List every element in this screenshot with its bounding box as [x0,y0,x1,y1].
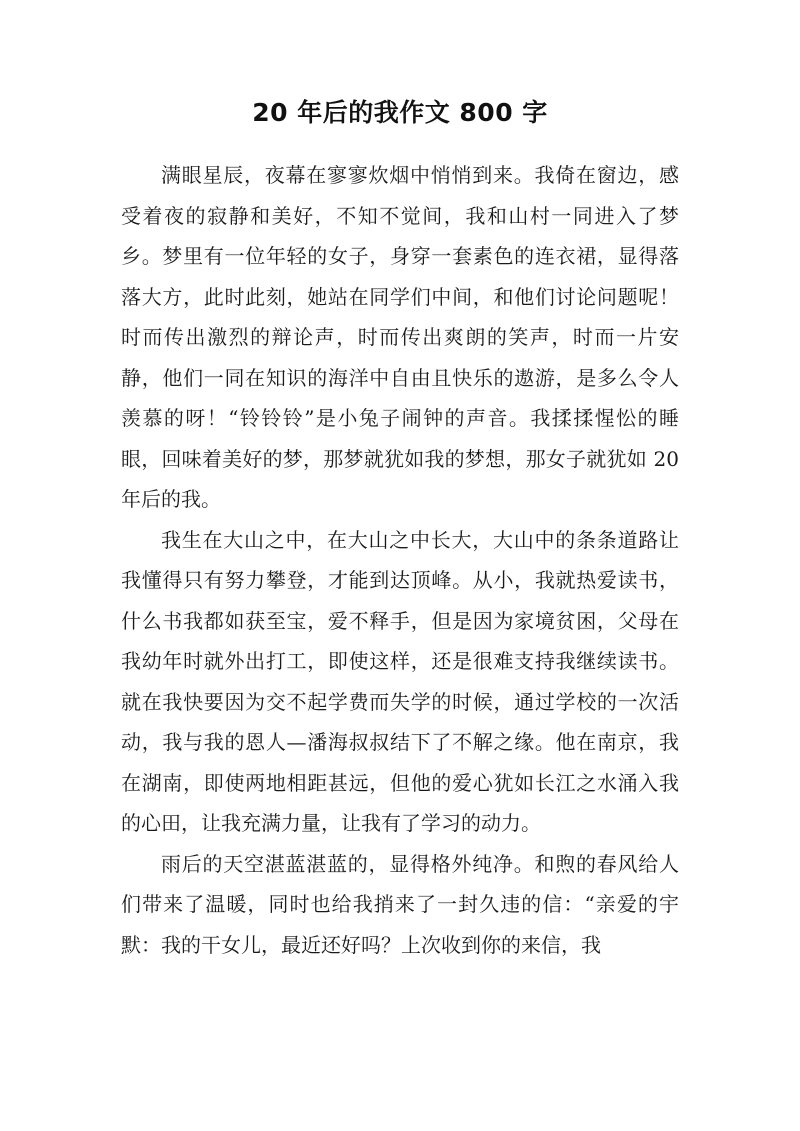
paragraph-1: 满眼星辰，夜幕在寥寥炊烟中悄悄到来。我倚在窗边，感受着夜的寂静和美好，不知不觉间，我和山村一同进入了梦乡。梦里有一位年轻的女子，身穿一套素色的连衣裙，显得落落大方，此时此刻，她站在同学们中间，和他们讨论问题呢！时而传出激烈的辩论声，时而传出爽朗的笑声，时而一片安静，他们一同在知识的海洋中自由且快乐的遨游，是多么令人羡慕的呀！“铃铃铃”是小兔子闹钟的声音。我揉揉惺忪的睡眼，回味着美好的梦，那梦就犹如我的梦想，那女子就犹如 20 年后的我。 [121,163,679,511]
document-body [121,155,679,965]
paragraph-3: 雨后的天空湛蓝湛蓝的，显得格外纯净。和煦的春风给人们带来了温暖，同时也给我捎来了一封久违的信：“亲爱的宇默：我的干女儿，最近还好吗？上次收到你的来信，我 [121,851,679,957]
paragraph-2: 我生在大山之中，在大山之中长大，大山中的条条道路让我懂得只有努力攀登，才能到达顶峰。从小，我就热爱读书，什么书我都如获至宝，爱不释手，但是因为家境贫困，父母在我幼年时就外出打工，即使这样，还是很难支持我继续读书。就在我快要因为交不起学费而失学的时候，通过学校的一次活动，我与我的恩人—潘海叔叔结下了不解之缘。他在南京，我在湖南，即使两地相距甚远，但他的爱心犹如长江之水涌入我的心田，让我充满力量，让我有了学习的动力。 [121,527,679,835]
document-title: 20 年后的我作文 800 字 [252,98,548,127]
